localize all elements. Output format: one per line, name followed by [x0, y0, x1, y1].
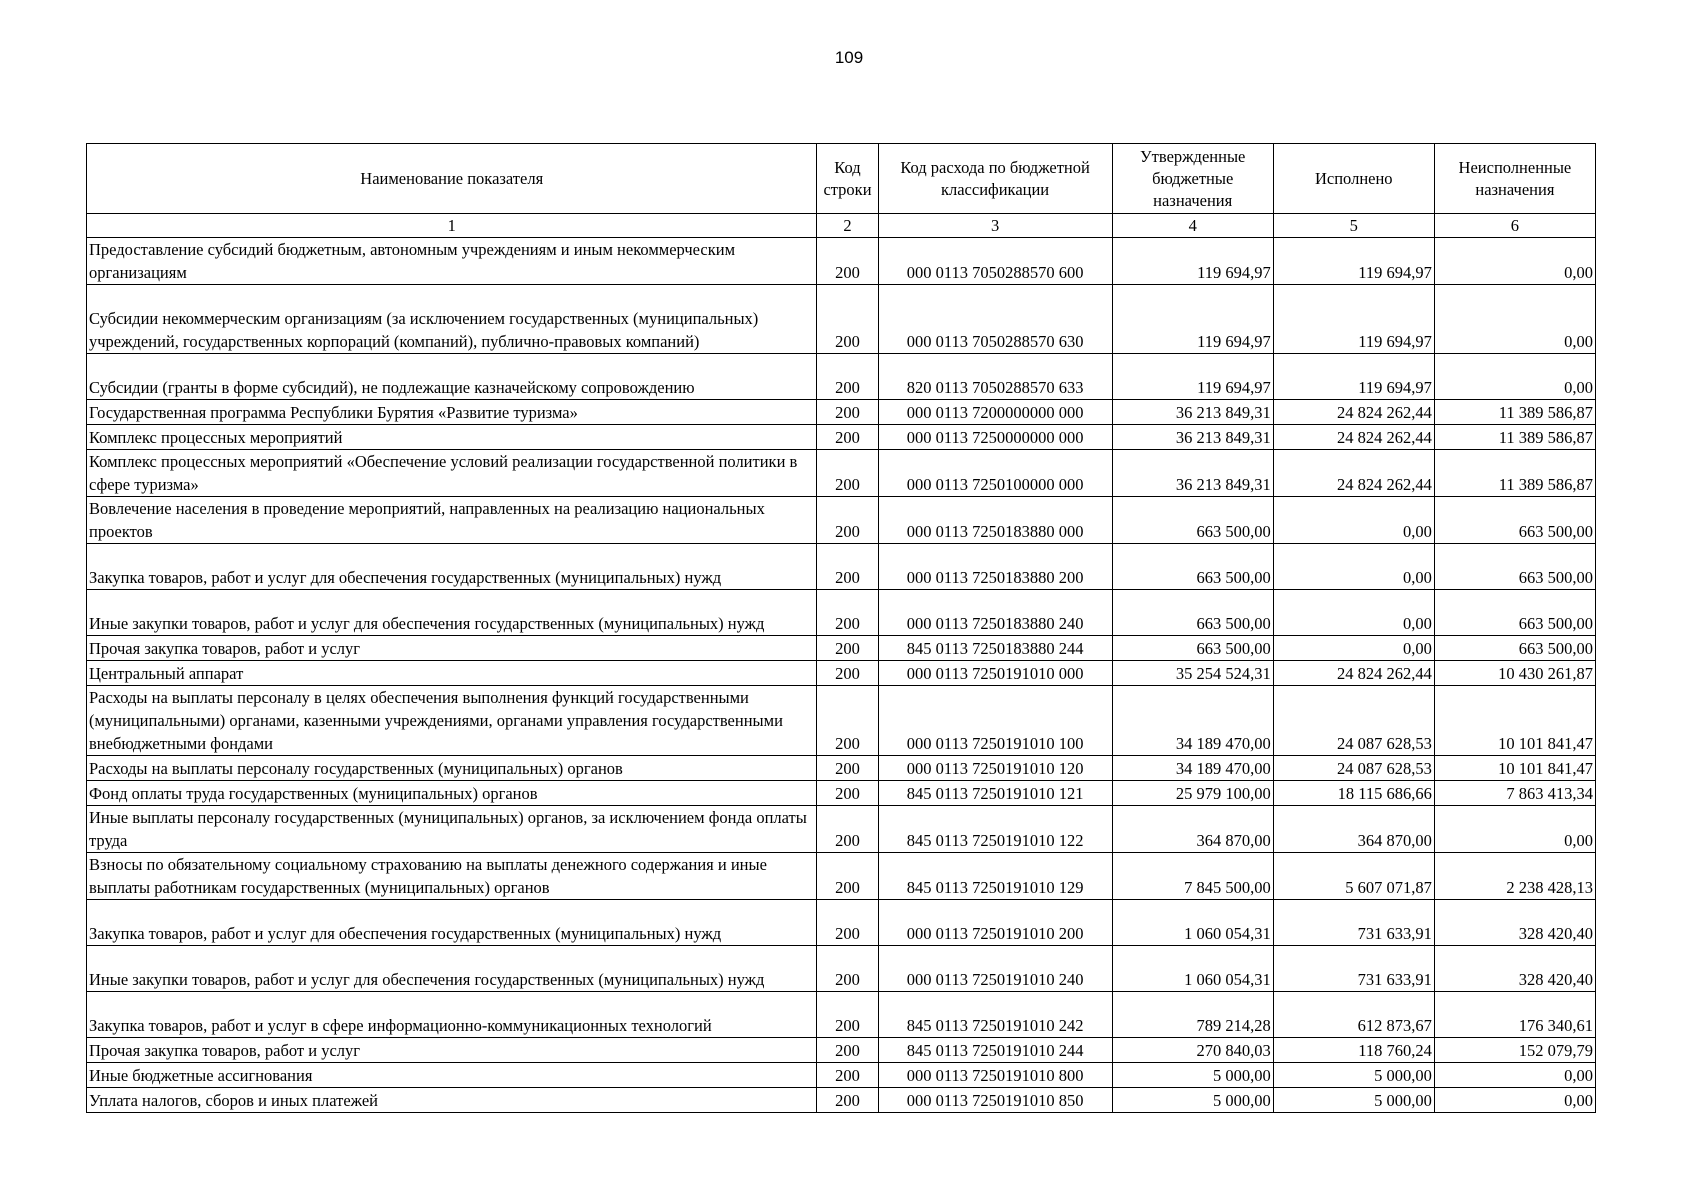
cell-unexecuted: 152 079,79 [1434, 1038, 1595, 1063]
cell-line-code: 200 [817, 238, 878, 285]
cell-name: Государственная программа Республики Бурятия «Развитие туризма» [87, 400, 817, 425]
cell-approved: 36 213 849,31 [1112, 425, 1273, 450]
cell-line-code: 200 [817, 425, 878, 450]
header-unexecuted: Неисполненные назначения [1434, 144, 1595, 214]
cell-name: Предоставление субсидий бюджетным, автономным учреждениям и иным некоммерческим организациям [87, 238, 817, 285]
column-number: 4 [1112, 214, 1273, 238]
cell-line-code: 200 [817, 400, 878, 425]
cell-kbk: 000 0113 7050288570 630 [878, 285, 1112, 354]
cell-executed: 119 694,97 [1273, 354, 1434, 400]
cell-unexecuted: 663 500,00 [1434, 544, 1595, 590]
cell-name: Комплекс процессных мероприятий «Обеспечение условий реализации государственной политики в сфере туризма» [87, 450, 817, 497]
cell-approved: 663 500,00 [1112, 497, 1273, 544]
cell-line-code: 200 [817, 590, 878, 636]
table-header-row [87, 144, 1596, 214]
cell-line-code: 200 [817, 354, 878, 400]
table-row [87, 544, 1596, 590]
cell-name: Иные выплаты персоналу государственных (муниципальных) органов, за исключением фонда оплаты труда [87, 806, 817, 853]
cell-approved: 35 254 524,31 [1112, 661, 1273, 686]
cell-executed: 24 824 262,44 [1273, 425, 1434, 450]
cell-approved: 364 870,00 [1112, 806, 1273, 853]
cell-executed: 5 607 071,87 [1273, 853, 1434, 900]
cell-executed: 24 824 262,44 [1273, 661, 1434, 686]
column-number-row [87, 214, 1596, 238]
cell-kbk: 000 0113 7250191010 240 [878, 946, 1112, 992]
cell-name: Прочая закупка товаров, работ и услуг [87, 1038, 817, 1063]
cell-kbk: 000 0113 7250183880 200 [878, 544, 1112, 590]
cell-executed: 24 824 262,44 [1273, 400, 1434, 425]
cell-kbk: 000 0113 7250191010 850 [878, 1088, 1112, 1113]
column-number: 5 [1273, 214, 1434, 238]
cell-executed: 118 760,24 [1273, 1038, 1434, 1063]
cell-approved: 34 189 470,00 [1112, 756, 1273, 781]
cell-unexecuted: 7 863 413,34 [1434, 781, 1595, 806]
cell-approved: 119 694,97 [1112, 285, 1273, 354]
cell-unexecuted: 663 500,00 [1434, 636, 1595, 661]
cell-name: Расходы на выплаты персоналу государственных (муниципальных) органов [87, 756, 817, 781]
cell-kbk: 845 0113 7250191010 129 [878, 853, 1112, 900]
cell-kbk: 000 0113 7250191010 200 [878, 900, 1112, 946]
cell-unexecuted: 10 101 841,47 [1434, 686, 1595, 756]
table-row [87, 1063, 1596, 1088]
table-row [87, 853, 1596, 900]
cell-line-code: 200 [817, 285, 878, 354]
table-row [87, 992, 1596, 1038]
cell-name: Центральный аппарат [87, 661, 817, 686]
header-line-code: Код строки [817, 144, 878, 214]
cell-name: Закупка товаров, работ и услуг для обеспечения государственных (муниципальных) нужд [87, 900, 817, 946]
cell-executed: 5 000,00 [1273, 1088, 1434, 1113]
cell-executed: 24 824 262,44 [1273, 450, 1434, 497]
table-row [87, 756, 1596, 781]
cell-approved: 663 500,00 [1112, 636, 1273, 661]
cell-executed: 119 694,97 [1273, 238, 1434, 285]
cell-approved: 25 979 100,00 [1112, 781, 1273, 806]
cell-line-code: 200 [817, 450, 878, 497]
cell-line-code: 200 [817, 1063, 878, 1088]
page-number: 109 [834, 48, 864, 67]
cell-name: Комплекс процессных мероприятий [87, 425, 817, 450]
cell-line-code: 200 [817, 806, 878, 853]
cell-unexecuted: 176 340,61 [1434, 992, 1595, 1038]
cell-unexecuted: 328 420,40 [1434, 900, 1595, 946]
cell-kbk: 000 0113 7250183880 000 [878, 497, 1112, 544]
table-row [87, 781, 1596, 806]
cell-executed: 364 870,00 [1273, 806, 1434, 853]
cell-executed: 731 633,91 [1273, 900, 1434, 946]
cell-unexecuted: 10 430 261,87 [1434, 661, 1595, 686]
cell-approved: 789 214,28 [1112, 992, 1273, 1038]
cell-approved: 7 845 500,00 [1112, 853, 1273, 900]
table-row [87, 636, 1596, 661]
cell-unexecuted: 0,00 [1434, 285, 1595, 354]
cell-kbk: 000 0113 7250191010 000 [878, 661, 1112, 686]
cell-executed: 0,00 [1273, 590, 1434, 636]
cell-approved: 119 694,97 [1112, 238, 1273, 285]
cell-unexecuted: 663 500,00 [1434, 590, 1595, 636]
column-number: 6 [1434, 214, 1595, 238]
cell-name: Иные закупки товаров, работ и услуг для обеспечения государственных (муниципальных) нужд [87, 590, 817, 636]
table-row [87, 1088, 1596, 1113]
cell-unexecuted: 11 389 586,87 [1434, 425, 1595, 450]
cell-approved: 5 000,00 [1112, 1088, 1273, 1113]
cell-unexecuted: 11 389 586,87 [1434, 400, 1595, 425]
cell-kbk: 845 0113 7250191010 242 [878, 992, 1112, 1038]
cell-executed: 612 873,67 [1273, 992, 1434, 1038]
cell-kbk: 845 0113 7250191010 244 [878, 1038, 1112, 1063]
cell-kbk: 845 0113 7250191010 122 [878, 806, 1112, 853]
cell-line-code: 200 [817, 1038, 878, 1063]
cell-kbk: 000 0113 7250000000 000 [878, 425, 1112, 450]
cell-executed: 24 087 628,53 [1273, 756, 1434, 781]
cell-kbk: 845 0113 7250183880 244 [878, 636, 1112, 661]
column-number: 3 [878, 214, 1112, 238]
cell-approved: 1 060 054,31 [1112, 946, 1273, 992]
cell-unexecuted: 0,00 [1434, 806, 1595, 853]
table-row [87, 1038, 1596, 1063]
cell-name: Субсидии (гранты в форме субсидий), не подлежащие казначейскому сопровождению [87, 354, 817, 400]
cell-approved: 119 694,97 [1112, 354, 1273, 400]
cell-kbk: 000 0113 7250191010 120 [878, 756, 1112, 781]
header-approved: Утвержденные бюджетные назначения [1112, 144, 1273, 214]
cell-approved: 36 213 849,31 [1112, 400, 1273, 425]
cell-approved: 1 060 054,31 [1112, 900, 1273, 946]
cell-unexecuted: 11 389 586,87 [1434, 450, 1595, 497]
cell-name: Закупка товаров, работ и услуг для обеспечения государственных (муниципальных) нужд [87, 544, 817, 590]
table-row [87, 425, 1596, 450]
cell-executed: 0,00 [1273, 636, 1434, 661]
cell-executed: 24 087 628,53 [1273, 686, 1434, 756]
cell-approved: 663 500,00 [1112, 590, 1273, 636]
cell-name: Иные закупки товаров, работ и услуг для обеспечения государственных (муниципальных) нужд [87, 946, 817, 992]
cell-line-code: 200 [817, 686, 878, 756]
cell-unexecuted: 328 420,40 [1434, 946, 1595, 992]
cell-unexecuted: 2 238 428,13 [1434, 853, 1595, 900]
cell-executed: 18 115 686,66 [1273, 781, 1434, 806]
table-row [87, 946, 1596, 992]
cell-executed: 0,00 [1273, 497, 1434, 544]
table-row [87, 450, 1596, 497]
cell-kbk: 820 0113 7050288570 633 [878, 354, 1112, 400]
cell-line-code: 200 [817, 756, 878, 781]
cell-line-code: 200 [817, 900, 878, 946]
cell-line-code: 200 [817, 636, 878, 661]
header-kbk: Код расхода по бюджетной классификации [878, 144, 1112, 214]
cell-approved: 270 840,03 [1112, 1038, 1273, 1063]
cell-kbk: 000 0113 7200000000 000 [878, 400, 1112, 425]
cell-line-code: 200 [817, 544, 878, 590]
cell-unexecuted: 0,00 [1434, 1063, 1595, 1088]
cell-line-code: 200 [817, 661, 878, 686]
cell-line-code: 200 [817, 946, 878, 992]
cell-unexecuted: 663 500,00 [1434, 497, 1595, 544]
table-row [87, 661, 1596, 686]
cell-line-code: 200 [817, 781, 878, 806]
cell-executed: 0,00 [1273, 544, 1434, 590]
cell-name: Взносы по обязательному социальному страхованию на выплаты денежного содержания и иные выплаты работникам государственных (муниципальных) органов [87, 853, 817, 900]
header-executed: Исполнено [1273, 144, 1434, 214]
table-row [87, 900, 1596, 946]
table-row [87, 497, 1596, 544]
header-name: Наименование показателя [87, 144, 817, 214]
cell-name: Расходы на выплаты персоналу в целях обеспечения выполнения функций государственными (муниципальными) органами, казенными учреждениями, органами управления государственными внебюджетными фондами [87, 686, 817, 756]
cell-approved: 36 213 849,31 [1112, 450, 1273, 497]
cell-line-code: 200 [817, 497, 878, 544]
cell-line-code: 200 [817, 1088, 878, 1113]
cell-line-code: 200 [817, 992, 878, 1038]
cell-name: Субсидии некоммерческим организациям (за исключением государственных (муниципальных) учреждений, государственных корпораций (компаний), публично-правовых компаний) [87, 285, 817, 354]
cell-name: Уплата налогов, сборов и иных платежей [87, 1088, 817, 1113]
table-row [87, 400, 1596, 425]
cell-kbk: 845 0113 7250191010 121 [878, 781, 1112, 806]
cell-name: Иные бюджетные ассигнования [87, 1063, 817, 1088]
cell-kbk: 000 0113 7250100000 000 [878, 450, 1112, 497]
cell-executed: 119 694,97 [1273, 285, 1434, 354]
cell-unexecuted: 0,00 [1434, 238, 1595, 285]
cell-approved: 663 500,00 [1112, 544, 1273, 590]
cell-name: Фонд оплаты труда государственных (муниципальных) органов [87, 781, 817, 806]
table-row [87, 238, 1596, 285]
table-row [87, 590, 1596, 636]
cell-name: Закупка товаров, работ и услуг в сфере информационно-коммуникационных технологий [87, 992, 817, 1038]
cell-kbk: 000 0113 7250183880 240 [878, 590, 1112, 636]
table-body [87, 238, 1596, 1113]
cell-unexecuted: 0,00 [1434, 354, 1595, 400]
cell-unexecuted: 10 101 841,47 [1434, 756, 1595, 781]
column-number: 1 [87, 214, 817, 238]
cell-approved: 34 189 470,00 [1112, 686, 1273, 756]
cell-kbk: 000 0113 7250191010 100 [878, 686, 1112, 756]
cell-name: Вовлечение населения в проведение мероприятий, направленных на реализацию национальных проектов [87, 497, 817, 544]
table-row [87, 285, 1596, 354]
cell-name: Прочая закупка товаров, работ и услуг [87, 636, 817, 661]
table-row [87, 806, 1596, 853]
cell-kbk: 000 0113 7250191010 800 [878, 1063, 1112, 1088]
budget-execution-table [86, 143, 1596, 1113]
table-row [87, 354, 1596, 400]
cell-kbk: 000 0113 7050288570 600 [878, 238, 1112, 285]
cell-unexecuted: 0,00 [1434, 1088, 1595, 1113]
column-number: 2 [817, 214, 878, 238]
cell-executed: 5 000,00 [1273, 1063, 1434, 1088]
table-row [87, 686, 1596, 756]
cell-approved: 5 000,00 [1112, 1063, 1273, 1088]
cell-line-code: 200 [817, 853, 878, 900]
cell-executed: 731 633,91 [1273, 946, 1434, 992]
